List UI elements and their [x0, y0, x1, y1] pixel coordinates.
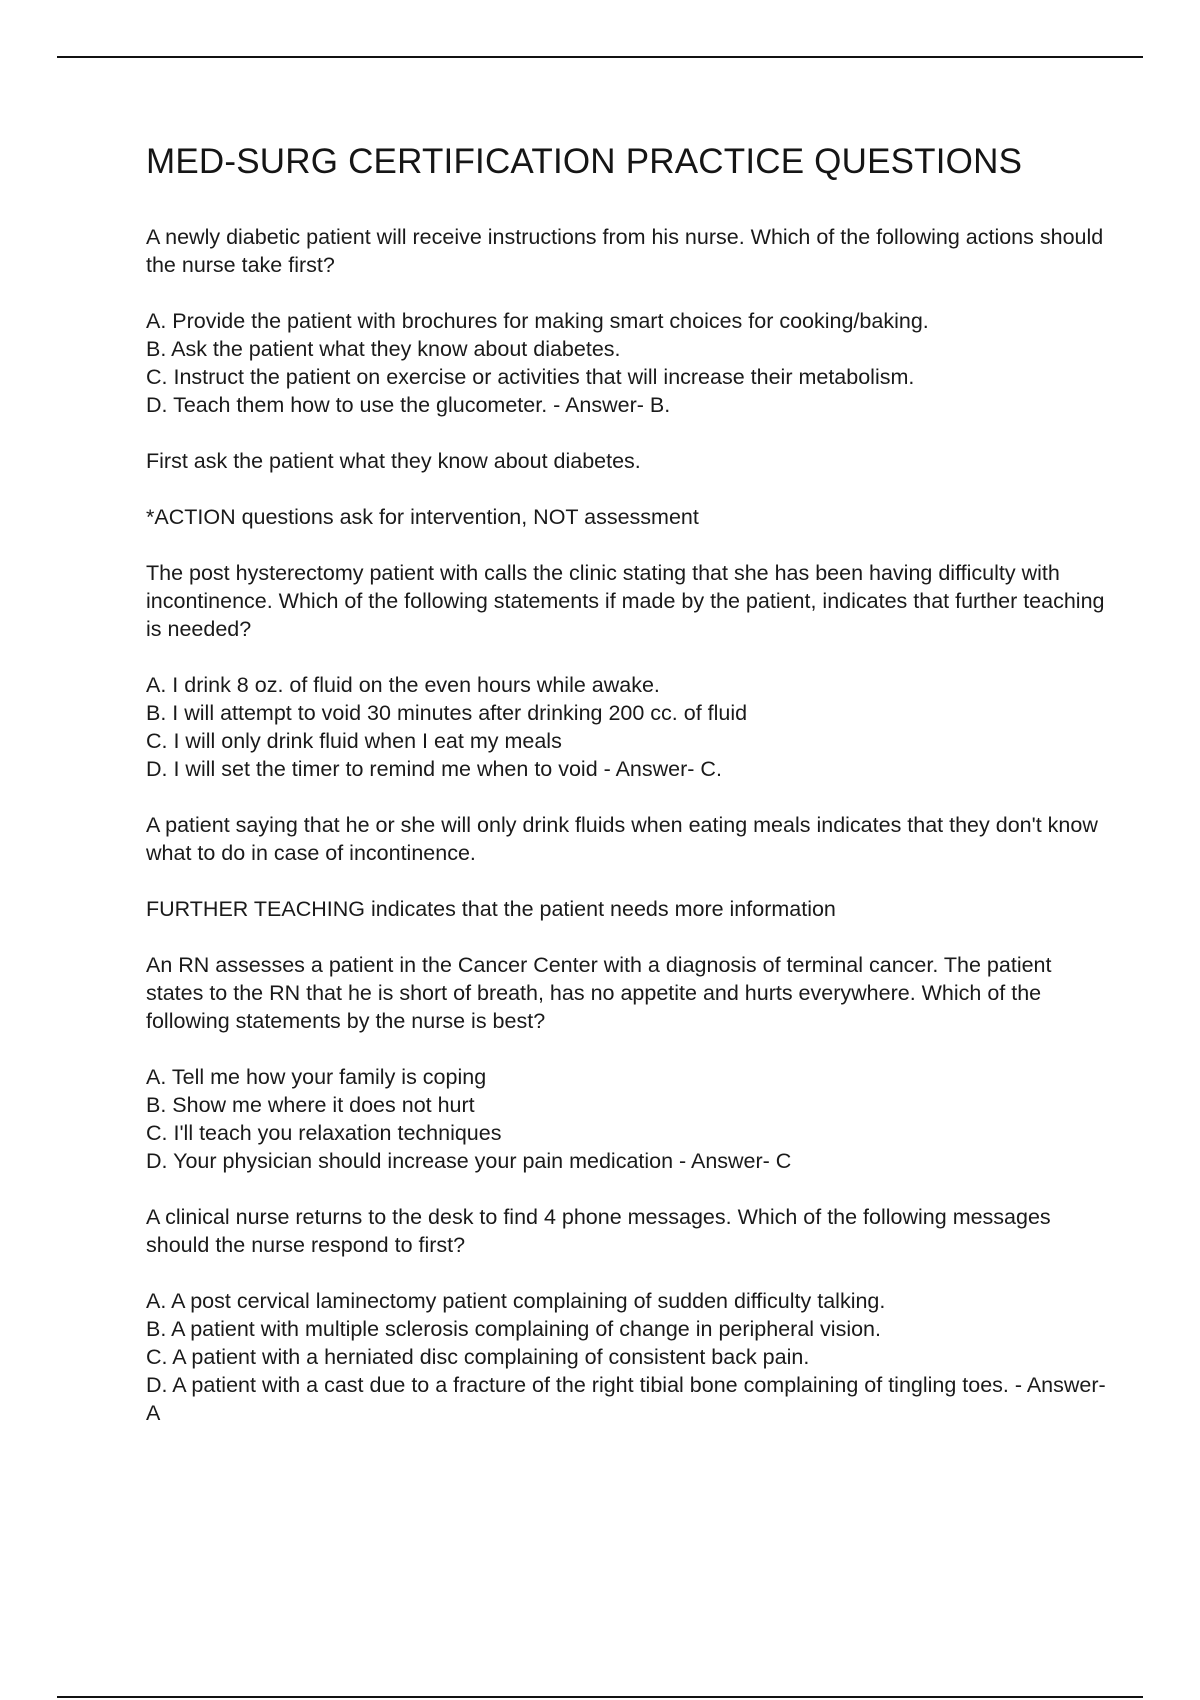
question-2-prompt: The post hysterectomy patient with calls the clinic stating that she has been having difficulty with incontinence. Which of the following statements if made by the patient, indicates that further teaching is needed? — [146, 561, 1105, 641]
bottom-rule — [57, 1696, 1143, 1698]
question-2-explanation: A patient saying that he or she will only drink fluids when eating meals indicates that they don't know what to do in case of incontinence. — [146, 813, 1098, 865]
top-rule — [57, 56, 1143, 58]
question-2-option-d: D. I will set the timer to remind me when to void - Answer- C. — [146, 757, 722, 781]
question-1-prompt: A newly diabetic patient will receive instructions from his nurse. Which of the following actions should the nurse take first? — [146, 225, 1104, 277]
question-3-option-b: B. Show me where it does not hurt — [146, 1093, 475, 1117]
question-2-options — [146, 671, 1106, 783]
question-1-option-b: B. Ask the patient what they know about diabetes. — [146, 337, 621, 361]
question-4-option-b: B. A patient with multiple sclerosis complaining of change in peripheral vision. — [146, 1317, 881, 1341]
question-1-options — [146, 307, 1106, 419]
question-3-option-a: A. Tell me how your family is coping — [146, 1065, 487, 1089]
question-4-options — [146, 1287, 1106, 1427]
document-body — [146, 140, 1106, 1455]
question-4-prompt: A clinical nurse returns to the desk to find 4 phone messages. Which of the following messages should the nurse respond to first? — [146, 1205, 1051, 1257]
question-1-option-a: A. Provide the patient with brochures for making smart choices for cooking/baking. — [146, 309, 929, 333]
question-4-option-c: C. A patient with a herniated disc complaining of consistent back pain. — [146, 1345, 810, 1369]
question-1-option-d: D. Teach them how to use the glucometer. - Answer- B. — [146, 393, 671, 417]
question-3-options — [146, 1063, 1106, 1175]
question-3-prompt: An RN assesses a patient in the Cancer Center with a diagnosis of terminal cancer. The patient states to the RN that he is short of breath, has no appetite and hurts everywhere. Which of the following statements by the nurse is best? — [146, 953, 1052, 1033]
question-4-option-d: D. A patient with a cast due to a fracture of the right tibial bone complaining of tingling toes. - Answer- A — [146, 1373, 1106, 1425]
question-3-option-c: C. I'll teach you relaxation techniques — [146, 1121, 502, 1145]
document-title: MED-SURG CERTIFICATION PRACTICE QUESTIONS — [146, 142, 1023, 181]
question-1-option-c: C. Instruct the patient on exercise or activities that will increase their metabolism. — [146, 365, 915, 389]
question-2-option-b: B. I will attempt to void 30 minutes after drinking 200 cc. of fluid — [146, 701, 748, 725]
question-4-option-a: A. A post cervical laminectomy patient complaining of sudden difficulty talking. — [146, 1289, 886, 1313]
question-2-option-a: A. I drink 8 oz. of fluid on the even hours while awake. — [146, 673, 660, 697]
question-1-note: *ACTION questions ask for intervention, NOT assessment — [146, 505, 699, 529]
question-1-explanation: First ask the patient what they know about diabetes. — [146, 449, 641, 473]
question-2-note: FURTHER TEACHING indicates that the patient needs more information — [146, 897, 836, 921]
question-2-option-c: C. I will only drink fluid when I eat my meals — [146, 729, 562, 753]
question-3-option-d: D. Your physician should increase your pain medication - Answer- C — [146, 1149, 792, 1173]
